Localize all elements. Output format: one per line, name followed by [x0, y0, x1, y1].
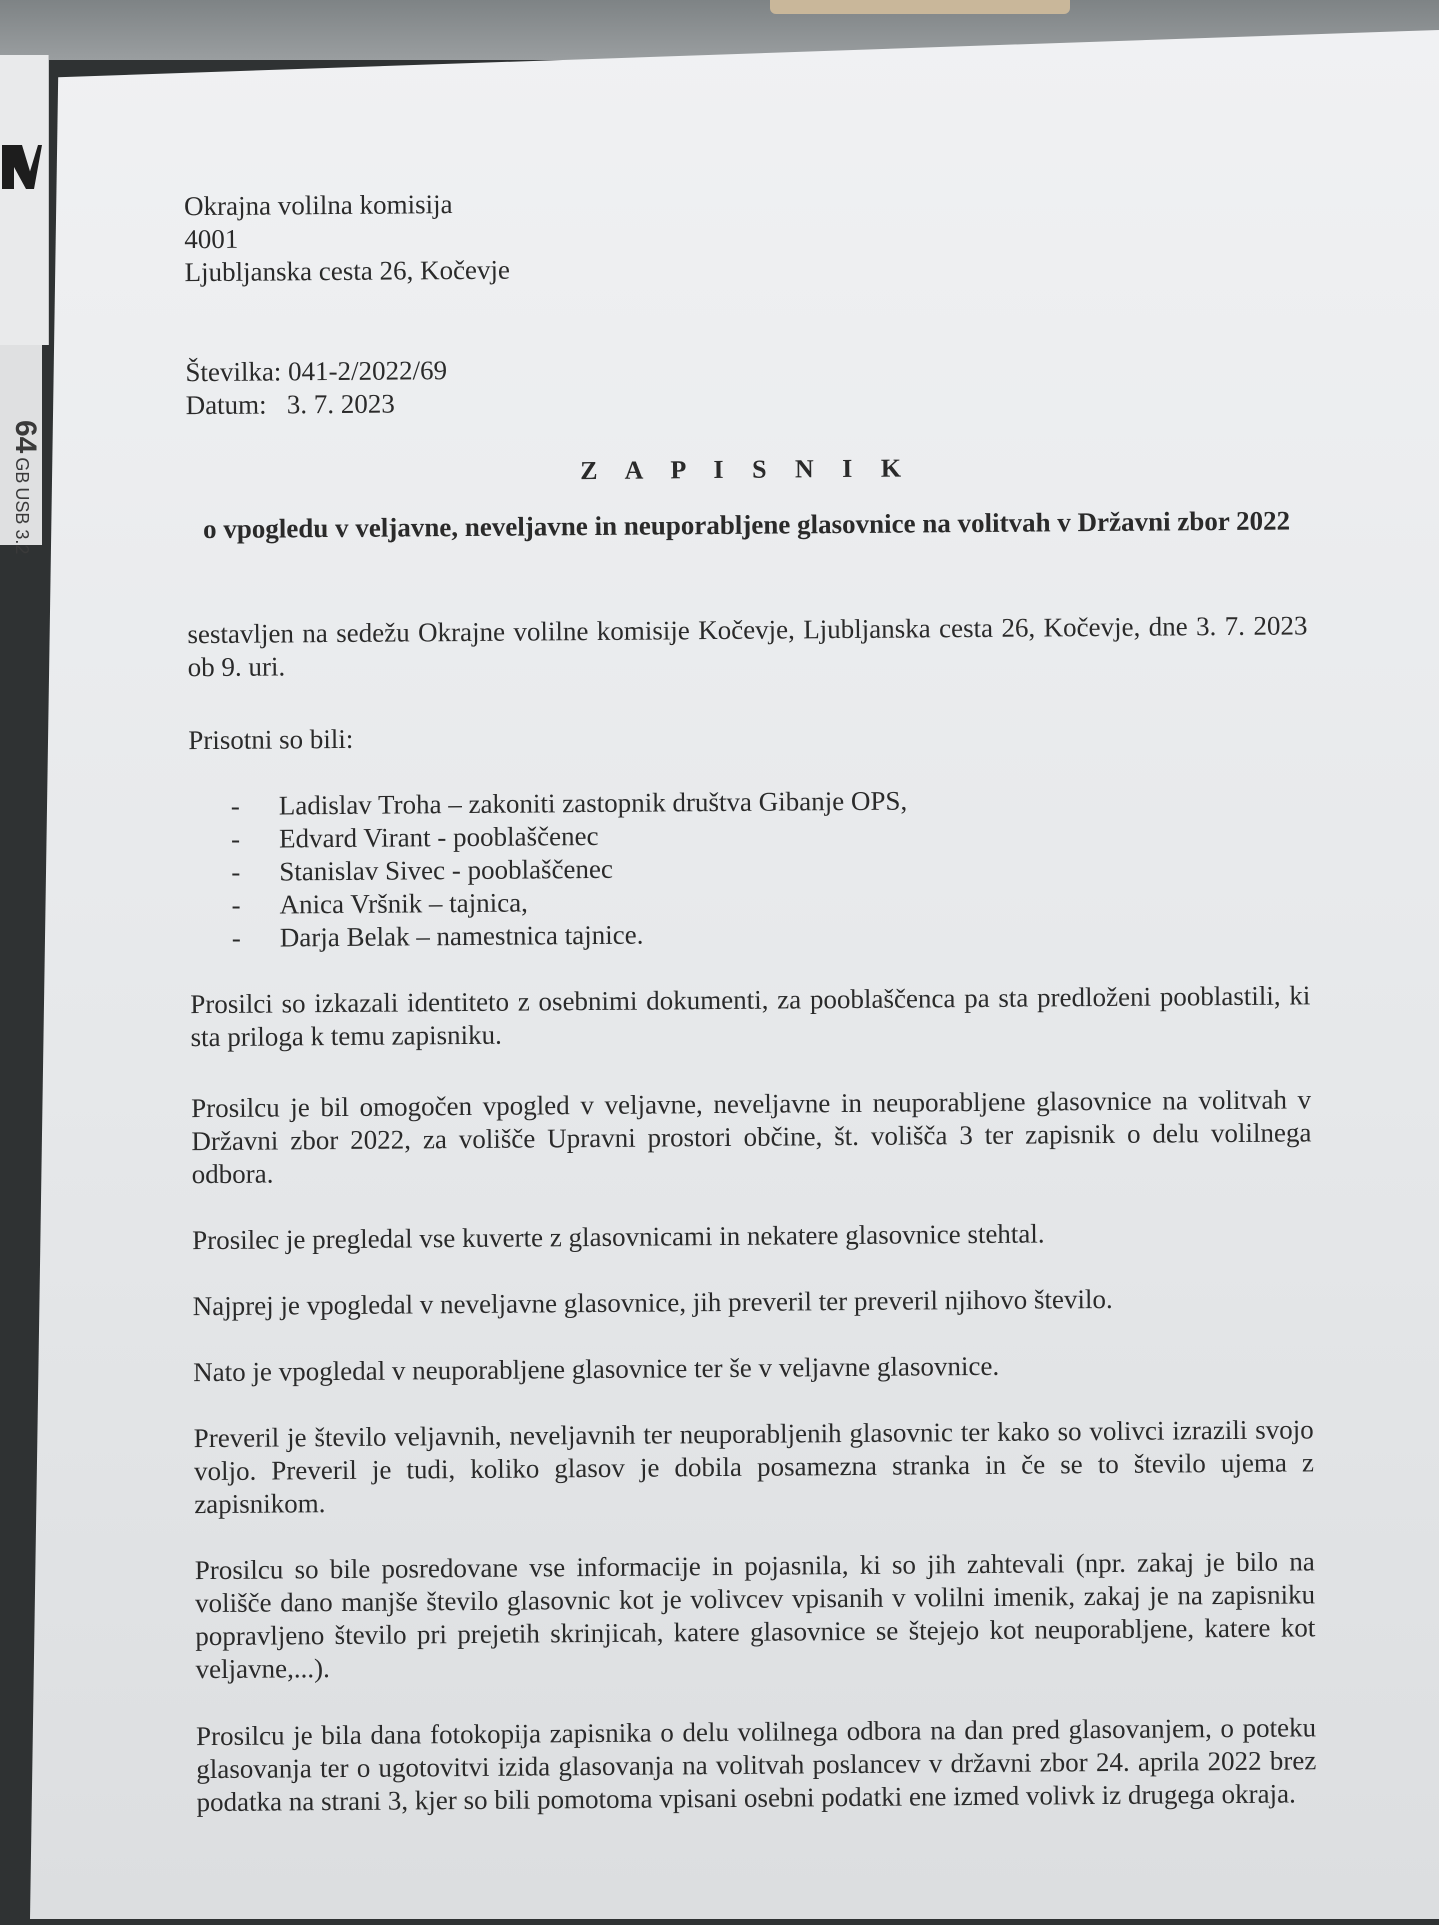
invalid-ballots-paragraph: Najprej je vpogledal v neveljavne glasovnice, jih preveril ter preveril njihovo število.	[192, 1283, 1113, 1322]
information-paragraph: Prosilcu so bile posredovane vse informacije in pojasnila, ki so jih zahtevali (npr. zakaj je bilo na volišče dano manjše število glasovnic kot je volivcev vpisanih v volilni imenik, zakaj je na zapisniku popravljeno število pri prejetih skrinjicah, katere glasovnice se štejejo kot neuporabljene, katere kot veljavne,...).	[194, 1546, 1316, 1685]
envelopes-paragraph: Prosilec je pregledal vse kuverte z glasovnicami in nekatere glasovnice stehtal.	[192, 1218, 1045, 1256]
photocopy-paragraph: Prosilcu je bila dana fotokopija zapisnika o delu volilnega odbora na dan pred glasovanjem, o poteku glasovanja ter o ugotovitvi izida glasovanja na volitvah poslancev v državni zbor 24. aprila 2022 brez podatka na strani 3, kjer so bili pomotoma vpisani osebni podatki ene izmed volivk iz drugega okraja.	[195, 1712, 1317, 1818]
office-name: Okrajna volilna komisija	[183, 189, 453, 222]
dash-bullet: -	[231, 856, 241, 887]
attendee-list	[231, 785, 909, 955]
document-number: Številka: 041-2/2022/69	[185, 355, 448, 388]
attendee-name: Darja Belak – namestnica tajnice.	[279, 919, 644, 953]
dash-bullet: -	[231, 889, 241, 920]
access-paragraph: Prosilcu je bil omogočen vpogled v veljavne, neveljavne in neuporabljene glasovnice na volitvah v Državni zbor 2022, za volišče Upravni prostori občine, št. volišča 3 ter zapisnik o delu volilnega odbora.	[191, 1084, 1312, 1190]
usb-capacity: 64	[9, 420, 42, 454]
list-item	[232, 917, 909, 955]
list-item	[231, 884, 908, 922]
attendee-name: Ladislav Troha – zakoniti zastopnik društva Gibanje OPS,	[278, 785, 908, 821]
unused-ballots-paragraph: Nato je vpogledal v neuporabljene glasovnice ter še v veljavne glasovnice.	[193, 1350, 1000, 1388]
attendee-name: Edvard Virant - pooblaščenec	[278, 820, 599, 854]
intro-paragraph: sestavljen na sedežu Okrajne volilne komisije Kočevje, Ljubljanska cesta 26, Kočevje, dne 3. 7. 2023 ob 9. uri.	[187, 610, 1308, 683]
document-title: Z A P I S N I K	[580, 453, 913, 486]
attendee-name: Stanislav Sivec - pooblaščenec	[279, 853, 614, 887]
office-address: Ljubljanska cesta 26, Kočevje	[184, 254, 511, 288]
dash-bullet: -	[230, 790, 240, 821]
list-item	[231, 851, 908, 889]
usb-unit: GB	[12, 457, 32, 484]
count-check-paragraph: Preveril je število veljavnih, neveljavnih ter neuporabljenih glasovnic ter kako so volivci izrazili svojo voljo. Preveril je tudi, koliko glasov je dobila posamezna stranka in če se to število ujema z zapisnikom.	[193, 1414, 1315, 1520]
document-date: Datum: 3. 7. 2023	[185, 388, 395, 421]
dash-bullet: -	[231, 922, 241, 953]
usb-type: USB 3.2	[12, 487, 32, 555]
identity-paragraph: Prosilci so izkazali identiteto z osebnimi dokumenti, za pooblaščenca pa sta predloženi pooblastili, ki sta priloga k temu zapisniku.	[190, 980, 1311, 1053]
attendee-name: Anica Vršnik – tajnica,	[279, 887, 528, 920]
dash-bullet: -	[230, 823, 241, 854]
present-heading: Prisotni so bili:	[188, 723, 354, 756]
list-item	[231, 785, 908, 823]
list-item	[231, 818, 908, 856]
office-code: 4001	[184, 223, 239, 255]
document-subtitle: o vpogledu v veljavne, neveljavne in neuporabljene glasovnice na volitvah v Državni zbor 2022	[202, 505, 1291, 545]
